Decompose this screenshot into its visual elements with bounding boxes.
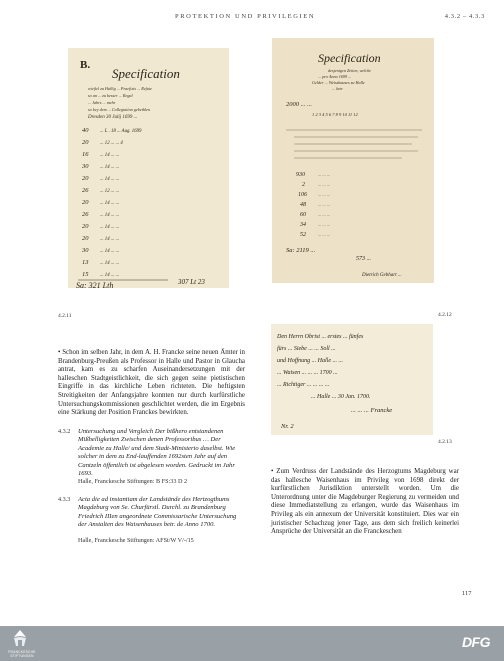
svg-text:16: 16 xyxy=(82,151,89,158)
svg-text:... 14 ... ...: ... 14 ... ... xyxy=(100,213,120,218)
entry-number-4-3-2: 4.3.2 xyxy=(58,428,71,435)
svg-text:Nr. 2: Nr. 2 xyxy=(281,423,294,430)
svg-text:... Jahrs ... mehr: ... Jahrs ... mehr xyxy=(88,100,116,105)
svg-text:30: 30 xyxy=(82,163,89,170)
manuscript-image-letter xyxy=(271,324,433,435)
svg-text:... Waisen ... ... ... 1700 ..: ... Waisen ... ... ... 1700 ... xyxy=(277,370,338,376)
svg-text:... 14 ... ...: ... 14 ... ... xyxy=(100,201,120,206)
svg-text:20: 20 xyxy=(82,175,89,182)
svg-text:... ... ...: ... ... ... xyxy=(318,202,331,207)
franckesche-stiftungen-label: FRANCKESCHE STIFTUNGEN xyxy=(8,650,36,658)
ms2-total: Sa: 2119 ... xyxy=(286,247,316,254)
svg-text:Den Herrn Obrist ... erstes ..: Den Herrn Obrist ... erstes ... fünfes xyxy=(277,334,364,340)
svg-text:60: 60 xyxy=(300,212,306,218)
manuscript-image-specification-1 xyxy=(68,48,229,288)
entry-ref-4-3-2: Halle, Franckesche Stiftungen: B FS:33 D 2 xyxy=(78,478,188,485)
svg-text:... ... ...: ... ... ... xyxy=(318,172,331,177)
svg-text:... Richtiger ... ... ... ...: ... Richtiger ... ... ... ... xyxy=(277,382,330,388)
svg-text:34: 34 xyxy=(300,222,306,228)
entry-title-4-3-3: Acta die ad instantiam der Landstände des Hertzogthums Magdeburg von Se. Churfürstl. Durchl. zu Brandenburg Friedrich IIIen angeordnete Commissarische Untersuchung der Anstalten des Waisenhauses betr. de Anno 1700. xyxy=(78,496,237,529)
ms1-total: Sa: 321 Lth xyxy=(76,281,114,288)
svg-text:und Hoffnung ... Halle ... ...: und Hoffnung ... Halle ... ... xyxy=(277,358,343,364)
manuscript-image-specification-2 xyxy=(272,38,434,283)
ms2-title: Specification xyxy=(318,51,381,65)
svg-text:26: 26 xyxy=(82,211,89,218)
figure-label-4-2-13: 4.2.13 xyxy=(438,439,452,445)
svg-text:... ... ... Francke: ... ... ... Francke xyxy=(351,407,393,414)
svg-text:so bey dem ... Collegiation ge: so bey dem ... Collegiation gebethlen xyxy=(88,107,151,112)
page-number: 117 xyxy=(462,590,472,597)
svg-text:desjenigen Zeiten, welche: desjenigen Zeiten, welche xyxy=(328,68,372,73)
ms2-head-row: 2000 ... ... xyxy=(286,101,312,108)
ms1-sum: 307 Lt 23 xyxy=(178,278,205,286)
svg-text:106: 106 xyxy=(298,192,307,198)
svg-text:... ... ...: ... ... ... xyxy=(318,212,331,217)
svg-text:... 14 ... ...: ... 14 ... ... xyxy=(100,249,120,254)
svg-text:... 12 ... ... 4: ... 12 ... ... 4 xyxy=(100,141,123,146)
svg-text:... ... ...: ... ... ... xyxy=(318,222,331,227)
svg-text:15: 15 xyxy=(82,271,89,278)
ms1-title: Specification xyxy=(112,66,180,81)
svg-text:Gelder ... Weisshauses zu Hall: Gelder ... Weisshauses zu Halle xyxy=(312,80,365,85)
running-title: PROTEKTION UND PRIVILEGIEN xyxy=(175,13,316,20)
section-range: 4.3.2 – 4.3.3 xyxy=(444,13,485,20)
svg-text:13: 13 xyxy=(82,259,89,266)
svg-text:... ... ...: ... ... ... xyxy=(318,192,331,197)
svg-text:... 14 ... ...: ... 14 ... ... xyxy=(100,237,120,242)
svg-text:20: 20 xyxy=(82,139,89,146)
svg-text:... 12 ... ...: ... 12 ... ... xyxy=(100,189,120,194)
entry-number-4-3-3: 4.3.3 xyxy=(58,496,71,503)
svg-text:20: 20 xyxy=(82,199,89,206)
intro-paragraph: • Schon im selben Jahr, in dem A. H. Francke seine neuen Ämter in Brandenburg-Preußen als Professor in Halle und Pastor in Glaucha antrat, kam es zu scharfen Auseinandersetzungen mit der halleschen Stadtgeistlichkeit, die sich gegen seine pietistischen Eingriffe in das kirchliche Leben richteten. Die heftigsten Streitigkeiten der Anfangsjahre konnten nur durch kurfürstliche Untersuchungskommissionen geschlichtet werden, die im Ergebnis eine Stärkung der Position Franckes bewirkten. xyxy=(58,349,245,417)
ms1-letter: B. xyxy=(80,59,91,71)
svg-text:so an ... zu besser ... Regal: so an ... zu besser ... Regal xyxy=(88,93,133,98)
svg-text:48: 48 xyxy=(300,202,306,208)
svg-text:Dresden 30 Julij 1699 ...: Dresden 30 Julij 1699 ... xyxy=(88,115,138,120)
svg-text:40: 40 xyxy=(82,127,89,134)
svg-text:30: 30 xyxy=(82,247,89,254)
manuscript-1-svg xyxy=(68,48,229,288)
svg-text:... 14 ... ...: ... 14 ... ... xyxy=(100,177,120,182)
svg-text:20: 20 xyxy=(82,223,89,230)
footer-bar xyxy=(0,626,504,661)
svg-text:2: 2 xyxy=(302,182,305,188)
svg-text:... Halle ... 30 Jan. 1700.: ... Halle ... 30 Jan. 1700. xyxy=(311,394,371,400)
svg-text:... 14 ... ...: ... 14 ... ... xyxy=(100,153,120,158)
manuscript-3-svg xyxy=(271,324,433,435)
entry-ref-4-3-3: Halle, Franckesche Stiftungen: AFSt/W V/-/15 xyxy=(78,537,194,544)
svg-text:930: 930 xyxy=(296,172,305,178)
svg-text:... betr: ... betr xyxy=(332,86,343,91)
figure-label-4-2-11: 4.2.11 xyxy=(58,313,72,319)
waisenhaus-paragraph: • Zum Verdruss der Landstände des Herzogtums Magdeburg war das hallesche Waisenhaus im Privileg von 1698 direkt der kurfürstlichen Jurisdiktion unterstellt worden. Um die Unterordnung unter die Magdeburger Regierung zu vermeiden und diese Immediatstellung zu erlangen, wurde das Waisenhaus im Privileg als ein annexum der Universität konstituiert. Dies war ein juristischer Schachzug jener Tage, aus dem sich freilich keinerlei Ansprüche der Universität an die Franckeschen xyxy=(271,468,459,536)
svg-text:... L . 18 ... Aug. 1699: ... L . 18 ... Aug. 1699 xyxy=(100,129,142,134)
ms2-digits: 1 2 3 4 5 6 7 8 9 10 11 12 xyxy=(312,112,358,117)
stiftungen-emblem-icon xyxy=(6,628,34,650)
svg-text:... 14 ... ...: ... 14 ... ... xyxy=(100,261,120,266)
svg-text:fürs ... Siebe ... ... Soll ..: fürs ... Siebe ... ... Soll ... xyxy=(277,346,336,352)
svg-text:... pro Anno 1699 ...: ... pro Anno 1699 ... xyxy=(318,74,352,79)
ms2-sum: 573 ... xyxy=(356,256,371,262)
ms2-signature: Dietrich Gebhart ... xyxy=(362,273,402,278)
svg-text:... 14 ... ...: ... 14 ... ... xyxy=(100,273,120,278)
svg-text:... 14 ... ...: ... 14 ... ... xyxy=(100,165,120,170)
svg-text:26: 26 xyxy=(82,187,89,194)
entry-title-4-3-2: Untersuchung und Vergleich Der bißhero entstandenen Mißhelligkeiten Zwischen denen Professoribus … Der Academie zu Halle/ und dem Stadt-Ministerio daselbst. Wie solcher in dem zu End-lauffenden 1692sten Jahr auf den Cantzeln öffentlich ist abgelesen worden. Gedruckt im Jahr 1693. xyxy=(78,428,236,478)
figure-label-4-2-12: 4.2.12 xyxy=(438,312,452,318)
svg-text:20: 20 xyxy=(82,235,89,242)
svg-text:... ... ...: ... ... ... xyxy=(318,182,331,187)
svg-text:wiefiel zu Hallig ... Praefixi: wiefiel zu Hallig ... Praefixis ... Refute xyxy=(88,86,152,91)
dfg-logo: DFG xyxy=(461,634,490,650)
manuscript-2-svg xyxy=(272,38,434,283)
svg-text:... ... ...: ... ... ... xyxy=(318,232,331,237)
svg-text:... 14 ... ...: ... 14 ... ... xyxy=(100,225,120,230)
svg-text:52: 52 xyxy=(300,232,306,238)
